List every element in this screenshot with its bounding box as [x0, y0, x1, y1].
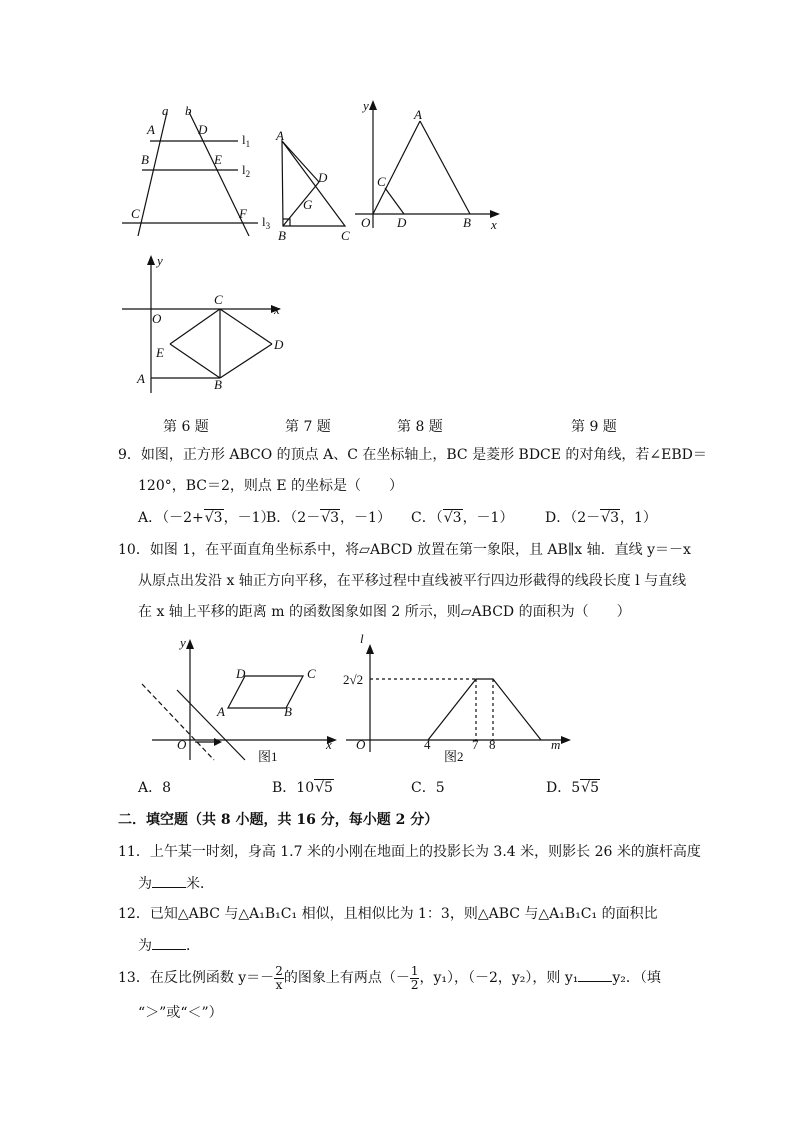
fig10a-label-x: x [326, 737, 332, 752]
caption-q6: 第 6 题 [163, 419, 209, 435]
q11-blank[interactable] [152, 873, 186, 888]
fig7-label-B: B [278, 228, 286, 243]
fig10a-label-B: B [284, 704, 292, 719]
fig10b-tick-7: 7 [472, 737, 479, 752]
fig6-label-l3: $l_3$ [262, 214, 271, 231]
caption-q8: 第 8 题 [397, 419, 443, 435]
figure-10-2 [346, 647, 568, 752]
fig10a-label-y: y [180, 635, 186, 650]
q12-line2: 为 ． [138, 935, 200, 956]
q10-option-c: C．5 [411, 780, 445, 796]
q9-line1: 9．如图，正方形 ABCO 的顶点 A、C 在坐标轴上，BC 是菱形 BDCE 的对角线，若∠EBD＝ [118, 447, 707, 463]
fig8-label-O: O [361, 215, 371, 230]
figure-9 [122, 258, 278, 393]
caption-q9: 第 9 题 [571, 419, 617, 435]
fig10b-tick-4: 4 [424, 737, 431, 752]
q9-line2: 120°，BC＝2，则点 E 的坐标是（ ） [138, 478, 404, 494]
fig7-label-D: D [318, 170, 328, 185]
q9-option-a: A．（－2+√3，－1） [138, 510, 275, 526]
fig9-label-C: C [214, 292, 223, 307]
fig6-label-E: E [214, 152, 222, 167]
q12-line1: 12．已知△ABC 与△A₁B₁C₁ 相似，且相似比为 1：3，则△ABC 与△A₁B₁C₁ 的面积比 [118, 906, 658, 922]
fig6-label-F: F [239, 206, 247, 221]
fig6-label-D: D [198, 122, 208, 137]
fig6-label-C: C [131, 206, 140, 221]
fig9-label-A: A [137, 371, 145, 386]
fig8-label-y: y [363, 98, 369, 113]
fig9-label-E: E [156, 345, 164, 360]
fig8-label-A: A [414, 107, 422, 122]
fig9-label-D: D [274, 337, 284, 352]
q13-line1: 13．在反比例函数 y＝－ $\frac{2}{x}$ 的图象上有两点（－ $\frac{1}{2}$ ，y₁），（－2，y₂），则 y₁ y₂．（填 [118, 963, 661, 992]
q10-line2: 从原点出发沿 x 轴正方向平移，在平移过程中直线被平行四边形截得的线段长度 l 与直线 [138, 573, 687, 589]
fig8-label-x: x [491, 217, 497, 232]
fig10b-label-l: l [360, 631, 364, 646]
fig10a-label-C: C [307, 666, 316, 681]
q10-option-a: A．8 [138, 780, 172, 796]
fig10a-label-D: D [236, 666, 246, 681]
fig10b-tick-8: 8 [489, 737, 496, 752]
fig6-label-b: b [185, 103, 192, 118]
q13-blank[interactable] [578, 967, 612, 982]
fig7-label-G: G [303, 197, 313, 212]
fig9-label-O: O [152, 311, 162, 326]
fig7-label-C: C [341, 228, 350, 243]
q12-blank[interactable] [152, 935, 186, 950]
fig10a-caption: 图1 [258, 749, 278, 764]
caption-q7: 第 7 题 [285, 419, 331, 435]
figure-8 [355, 102, 498, 228]
fig10b-label-O: O [356, 737, 366, 752]
q9-option-d: D．（2－√3，1） [545, 510, 657, 526]
fig6-label-a: a [162, 103, 169, 118]
fig7-label-A: A [276, 128, 284, 143]
fig6-label-A: A [147, 122, 155, 137]
fig10b-label-value: 2√2 [343, 672, 364, 687]
q13-fraction-1-over-2: $\frac{1}{2}$ [410, 963, 419, 992]
fig6-label-l2: $l_2$ [242, 162, 251, 179]
q11-line1: 11．上午某一时刻，身高 1.7 米的小刚在地面上的投影长为 3.4 米，则影长 26 米的旗杆高度 [118, 844, 701, 860]
q9-option-b: B．（2－√3，－1） [266, 510, 391, 526]
q10-line1: 10．如图 1，在平面直角坐标系中，将▱ABCD 放置在第一象限，且 AB∥x 轴．直线 y＝－x [118, 542, 691, 558]
q10-line3: 在 x 轴上平移的距离 m 的函数图象如图 2 所示，则▱ABCD 的面积为（ ） [138, 604, 631, 620]
q13-line2: “＞”或“＜”） [138, 1005, 223, 1021]
fig6-label-B: B [141, 152, 149, 167]
fig9-label-B: B [214, 377, 222, 392]
fig10b-label-m: m [551, 737, 561, 752]
figure-7 [282, 141, 345, 226]
q13-fraction-2-over-x: $\frac{2}{x}$ [275, 963, 283, 992]
figure-6 [122, 112, 258, 236]
fig10a-label-A: A [217, 704, 225, 719]
fig9-label-y: y [157, 253, 163, 268]
fig10b-caption: 图2 [444, 749, 464, 764]
section-2-heading: 二．填空题（共 8 小题，共 16 分，每小题 2 分） [118, 812, 439, 828]
q10-option-d: D．5√5 [546, 780, 599, 796]
fig6-label-l1: $l_1$ [242, 132, 251, 149]
fig8-label-D: D [397, 215, 407, 230]
figure-10-1 [142, 642, 334, 760]
q11-line2: 为 米． [138, 873, 214, 894]
q10-option-b: B．10√5 [272, 780, 333, 796]
fig9-label-x: x [274, 302, 280, 317]
fig8-label-C: C [377, 174, 386, 189]
fig10a-label-O: O [177, 737, 187, 752]
fig8-label-B: B [463, 215, 471, 230]
q9-option-c: C．（√3，－1） [411, 510, 514, 526]
